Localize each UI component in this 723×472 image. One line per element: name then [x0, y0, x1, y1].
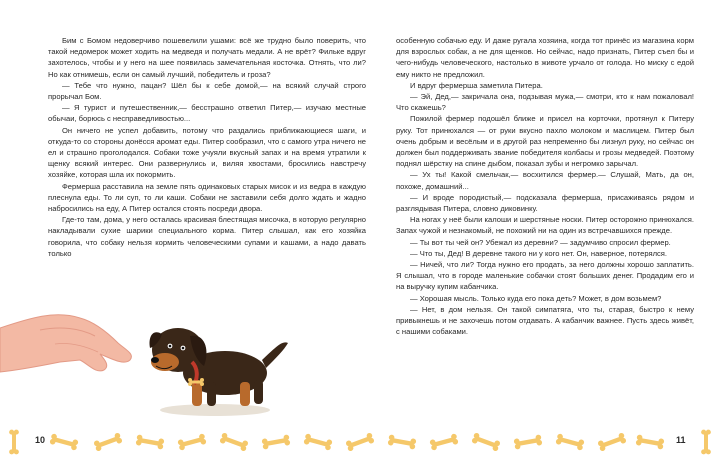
- right-page-text: [396, 35, 694, 337]
- bone-icon: [303, 433, 332, 451]
- bone-icon: [597, 432, 627, 452]
- bone-icon: [93, 432, 123, 452]
- paragraph: особенную собачью еду. И даже ругала хозяина, когда тот принёс из магазина корм для взрослых собак, а не для щенков. Но сейчас, надо признать, Питер съел бы и чего-нибудь человеческого, настолько в животе урчало от голода. Но миску с едой ему никто не предложил.: [396, 36, 694, 79]
- paragraph: — Хорошая мысль. Только куда его пока деть? Может, в дом возьмем?: [410, 293, 662, 303]
- hand-illustration: [0, 315, 131, 372]
- paragraph: Фермерша расставила на земле пять одинаковых старых мисок и из ведра в каждую плеснула еды. То ли суп, то ли каши. Собаки не заставили себя долго ждать и жадно набросились на еду, А Питер остался стоять посреди двора.: [48, 181, 366, 214]
- paragraph: — И вроде породистый,— подсказала фермерша, присаживаясь рядом и разглядывая Питера, словно диковинку.: [396, 192, 694, 214]
- bone-icon: [49, 433, 78, 451]
- bone-icon: [345, 432, 375, 452]
- bone-icon: [261, 434, 290, 449]
- paragraph: — Нет, в дом нельзя. Он такой симпатяга, что ты, старая, быстро к нему привыкнешь и не захочешь потом отдавать. А кабанчик важнее. Пусть здесь живёт, с нашими собаками.: [396, 304, 694, 337]
- bone-icon: [471, 432, 501, 452]
- bone-icon: [177, 433, 206, 451]
- paragraph: — Я турист и путешественник,— бесстрашно ответил Питер,— изучаю местные обычаи, борюсь с несправедливостью...: [48, 103, 366, 124]
- bone-icon: [555, 433, 584, 451]
- bone-icon: [9, 430, 19, 455]
- paragraph: Пожилой фермер подошёл ближе и присел на корточки, протянул к Питеру руку. Тот принюхался — от руки вкусно пахло молоком и маслицем. Питер был очень добрым и весёлым и в другой раз непременно бы лизнул руку, но сейчас он должен был поддерживать звание победителя колбасы и грозы медведей. Поэтому поднял шёрстку на спине дыбом, показал зубы и негромко зарычал.: [396, 114, 694, 169]
- paragraph: — Ух ты! Какой смельчак,— восхитился фермер.— Слушай, Мать, да он, похоже, домашний...: [396, 170, 694, 191]
- paragraph: Он ничего не успел добавить, потому что раздались приближающиеся шаги, и откуда-то со стороны донёсся аромат еды. Питер сообразил, что с самого утра ничего не ел и страшно проголодался. Собаки тоже учуяли вкусный запах и на время утратили к щенку всякий интерес. Они развернулись и, виляя хвостами, бросились навстречу хозяйке, которая шла их покормить.: [48, 125, 366, 180]
- bone-icon: [219, 432, 249, 452]
- paragraph: — Что ты, Дед! В деревне такого ни у кого нет. Он, наверное, потерялся.: [410, 248, 668, 258]
- paragraph: — Ничей, что ли? Тогда нужно его продать, за него должны хорошо заплатить. Я слышал, что в городе маленькие собачки стоят больших денег. Продадим его и на выручку купим кабанчика.: [396, 260, 694, 292]
- puppy-illustration: [150, 328, 289, 416]
- bone-icon: [387, 434, 416, 449]
- bone-icon: [701, 430, 711, 455]
- bone-icon: [635, 434, 664, 449]
- paragraph: — Эй, Дед,— закричала она, подзывая мужа,— смотри, кто к нам пожаловал! Что скажешь?: [396, 92, 694, 113]
- page-number-left: 10: [35, 435, 46, 445]
- bone-icon: [513, 434, 542, 449]
- paragraph: И вдруг фермерша заметила Питера.: [410, 80, 543, 90]
- left-page-text: [48, 35, 366, 259]
- bone-border: [0, 428, 723, 456]
- bone-icon: [135, 434, 164, 449]
- page-number-right: 11: [676, 435, 686, 445]
- paragraph: Бим с Бомом недоверчиво пошевелили ушами: всё же трудно было поверить, что такой недомерок может ходить на медведя и получать медали. А не врёт? Фильке вдруг захотелось, чтобы и у него на шее появилась замечательная косточка. Отнять, что ли? Но как отнимешь, если он самый лучший, победитель и гроза?: [48, 36, 366, 79]
- illustration: [0, 288, 360, 423]
- paragraph: — Тебе что нужно, пацан? Шёл бы к себе домой,— на всякий случай строго прорычал Бом.: [48, 80, 366, 102]
- bone-icon: [429, 433, 458, 451]
- paragraph: — Ты вот ты чей он? Убежал из деревни? — задумчиво спросил фермер.: [410, 237, 671, 247]
- paragraph: Где-то там, дома, у него осталась красивая блестящая мисочка, в которую регулярно накладывали сухие шарики специального корма. Питер слышал, как его хозяйка говорила, что собаку нельзя кормить человеческими супами и кашами, а надо давать только: [48, 215, 366, 258]
- paragraph: На ногах у неё были калоши и шерстяные носки. Питер осторожно принюхался. Запах чужой и незнакомый, не похожий ни на один из встречавшихся прежде.: [396, 215, 694, 236]
